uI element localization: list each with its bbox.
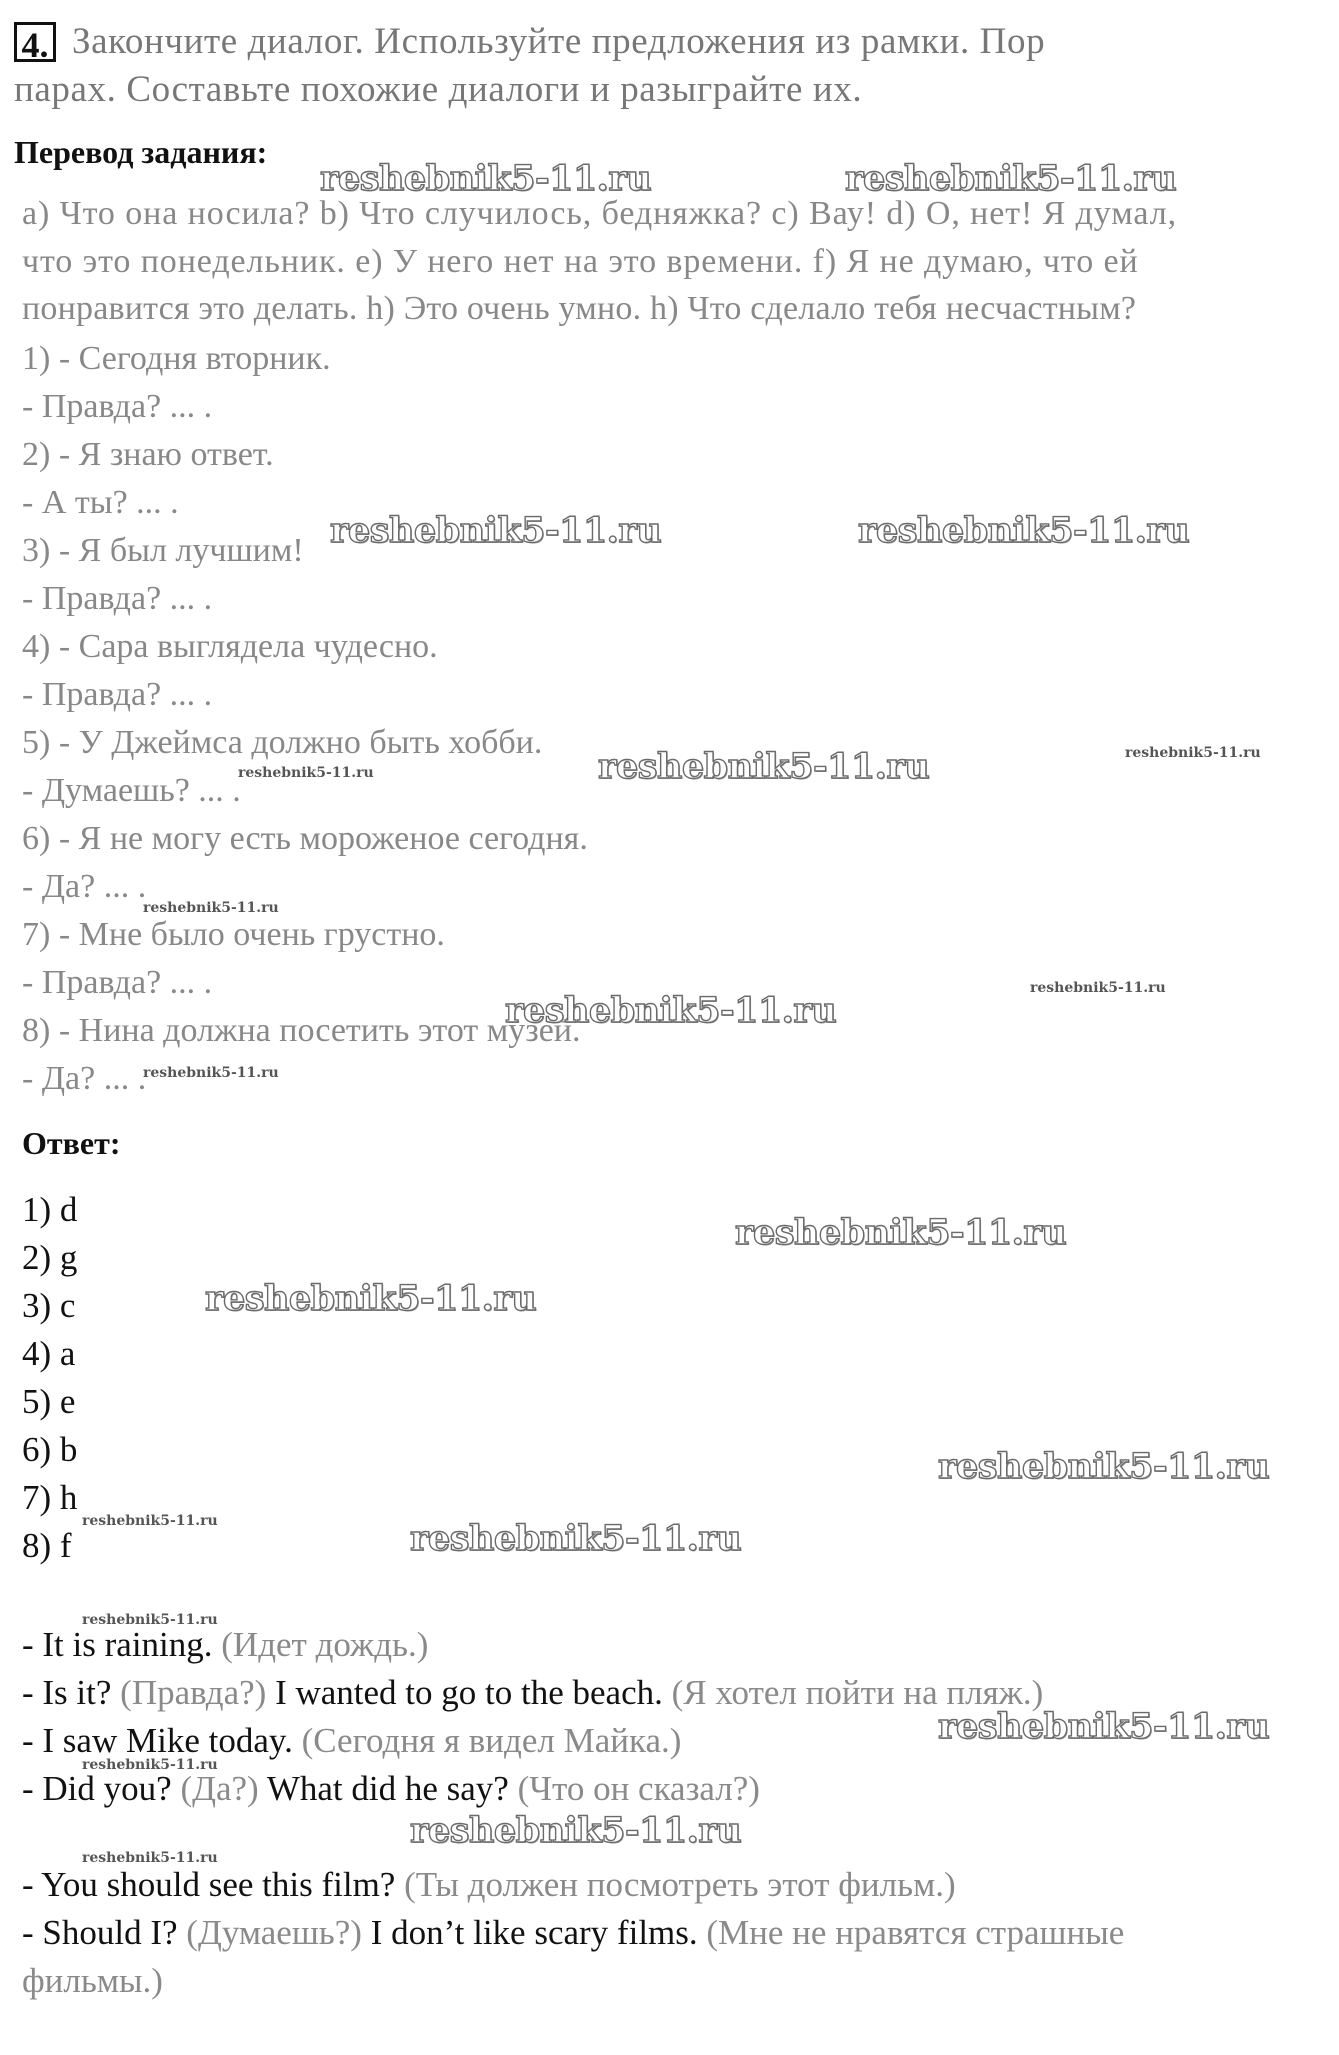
dialogue-line [22, 1673, 1043, 1713]
watermark: reshebnik5-11.ru [320, 158, 652, 199]
answer-item: 8) f [22, 1526, 72, 1565]
translation-line: 7) - Мне было очень грустно. [22, 916, 445, 953]
watermark-small: reshebnik5-11.ru [82, 1850, 218, 1866]
english-phrase: - Should I? [22, 1913, 187, 1952]
dialogue-line [22, 1769, 760, 1809]
russian-translation: (Сегодня я видел Майка.) [301, 1721, 682, 1760]
watermark-small: reshebnik5-11.ru [143, 1065, 279, 1081]
russian-translation: (Ты должен посмотреть этот фильм.) [404, 1865, 956, 1904]
english-phrase: What did he say? [266, 1769, 518, 1808]
watermark: reshebnik5-11.ru [410, 1518, 742, 1559]
answer-item: 1) d [22, 1190, 78, 1229]
answer-item: 3) c [22, 1286, 76, 1325]
translation-line: - Правда? ... . [22, 580, 213, 617]
watermark-small: reshebnik5-11.ru [82, 1612, 218, 1628]
answer-item: 2) g [22, 1238, 78, 1277]
english-phrase: - It is raining. [22, 1625, 222, 1664]
russian-translation: (Да?) [180, 1769, 267, 1808]
watermark-small: reshebnik5-11.ru [82, 1513, 218, 1529]
english-phrase: - I saw Mike today. [22, 1721, 302, 1760]
task-text-line-2: парах. Составьте похожие диалоги и разыграйте их. [14, 69, 863, 110]
answer-heading: Ответ: [22, 1125, 121, 1161]
translation-line: 8) - Нина должна посетить этот музей. [22, 1012, 581, 1049]
translation-line: 4) - Сара выглядела чудесно. [22, 628, 438, 665]
english-phrase: - You should see this film? [22, 1865, 405, 1904]
answer-item: 4) a [22, 1334, 76, 1373]
watermark: reshebnik5-11.ru [205, 1278, 537, 1319]
translation-line: 2) - Я знаю ответ. [22, 436, 274, 473]
watermark-small: reshebnik5-11.ru [238, 765, 374, 781]
translation-line: - Да? ... . [22, 868, 147, 905]
english-phrase: I wanted to go to the beach. [275, 1673, 672, 1712]
answer-item: 5) e [22, 1382, 76, 1421]
russian-translation: (Правда?) [120, 1673, 276, 1712]
translation-line: - Правда? ... . [22, 964, 213, 1001]
watermark-small: reshebnik5-11.ru [1030, 980, 1166, 996]
watermark: reshebnik5-11.ru [938, 1446, 1270, 1487]
watermark-small: reshebnik5-11.ru [82, 1757, 218, 1773]
exercise-number: 4. [14, 22, 56, 62]
russian-translation: фильмы.) [22, 1961, 163, 2000]
translation-line: а) Что она носила? b) Что случилось, бедняжка? с) Вау! d) О, нет! Я думал, [22, 195, 1177, 232]
dialogue-line [22, 1865, 956, 1905]
russian-translation: (Мне не нравятся страшные [706, 1913, 1125, 1952]
translation-line: - Правда? ... . [22, 676, 213, 713]
translation-line: - Думаешь? ... . [22, 772, 241, 809]
watermark-small: reshebnik5-11.ru [143, 900, 279, 916]
dialogue-line [22, 1625, 428, 1665]
translation-line: 5) - У Джеймса должно быть хобби. [22, 724, 543, 761]
dialogue-line [22, 1913, 1124, 1953]
watermark: reshebnik5-11.ru [735, 1212, 1067, 1253]
translation-line: 1) - Сегодня вторник. [22, 340, 331, 377]
watermark: reshebnik5-11.ru [938, 1706, 1270, 1747]
translation-line: - Да? ... . [22, 1060, 147, 1097]
english-phrase: I don’t like scary films. [370, 1913, 707, 1952]
russian-translation: (Идет дождь.) [221, 1625, 429, 1664]
watermark: reshebnik5-11.ru [845, 158, 1177, 199]
watermark: reshebnik5-11.ru [858, 510, 1190, 551]
english-phrase: - Is it? [22, 1673, 121, 1712]
english-phrase: - Did you? [22, 1769, 181, 1808]
translation-line: - А ты? ... . [22, 484, 179, 521]
translation-line: понравится это делать. h) Это очень умно. h) Что сделало тебя несчастным? [22, 290, 1137, 327]
watermark-small: reshebnik5-11.ru [1125, 745, 1261, 761]
watermark: reshebnik5-11.ru [330, 510, 662, 551]
watermark: reshebnik5-11.ru [410, 1810, 742, 1851]
russian-translation: (Я хотел пойти на пляж.) [671, 1673, 1044, 1712]
translation-line: - Правда? ... . [22, 388, 213, 425]
dialogue-line [22, 1961, 163, 2001]
answer-item: 6) b [22, 1430, 78, 1469]
translation-heading: Перевод задания: [14, 134, 268, 170]
translation-line: 6) - Я не могу есть мороженое сегодня. [22, 820, 588, 857]
task-text-line-1: Закончите диалог. Используйте предложения из рамки. Пор [72, 21, 1046, 62]
translation-line: 3) - Я был лучшим! [22, 532, 304, 569]
watermark: reshebnik5-11.ru [505, 990, 837, 1031]
answer-item: 7) h [22, 1478, 78, 1517]
watermark: reshebnik5-11.ru [598, 746, 930, 787]
russian-translation: (Что он сказал?) [517, 1769, 760, 1808]
dialogue-line [22, 1721, 681, 1761]
russian-translation: (Думаешь?) [186, 1913, 371, 1952]
translation-line: что это понедельник. е) У него нет на это времени. f) Я не думаю, что ей [22, 243, 1139, 280]
